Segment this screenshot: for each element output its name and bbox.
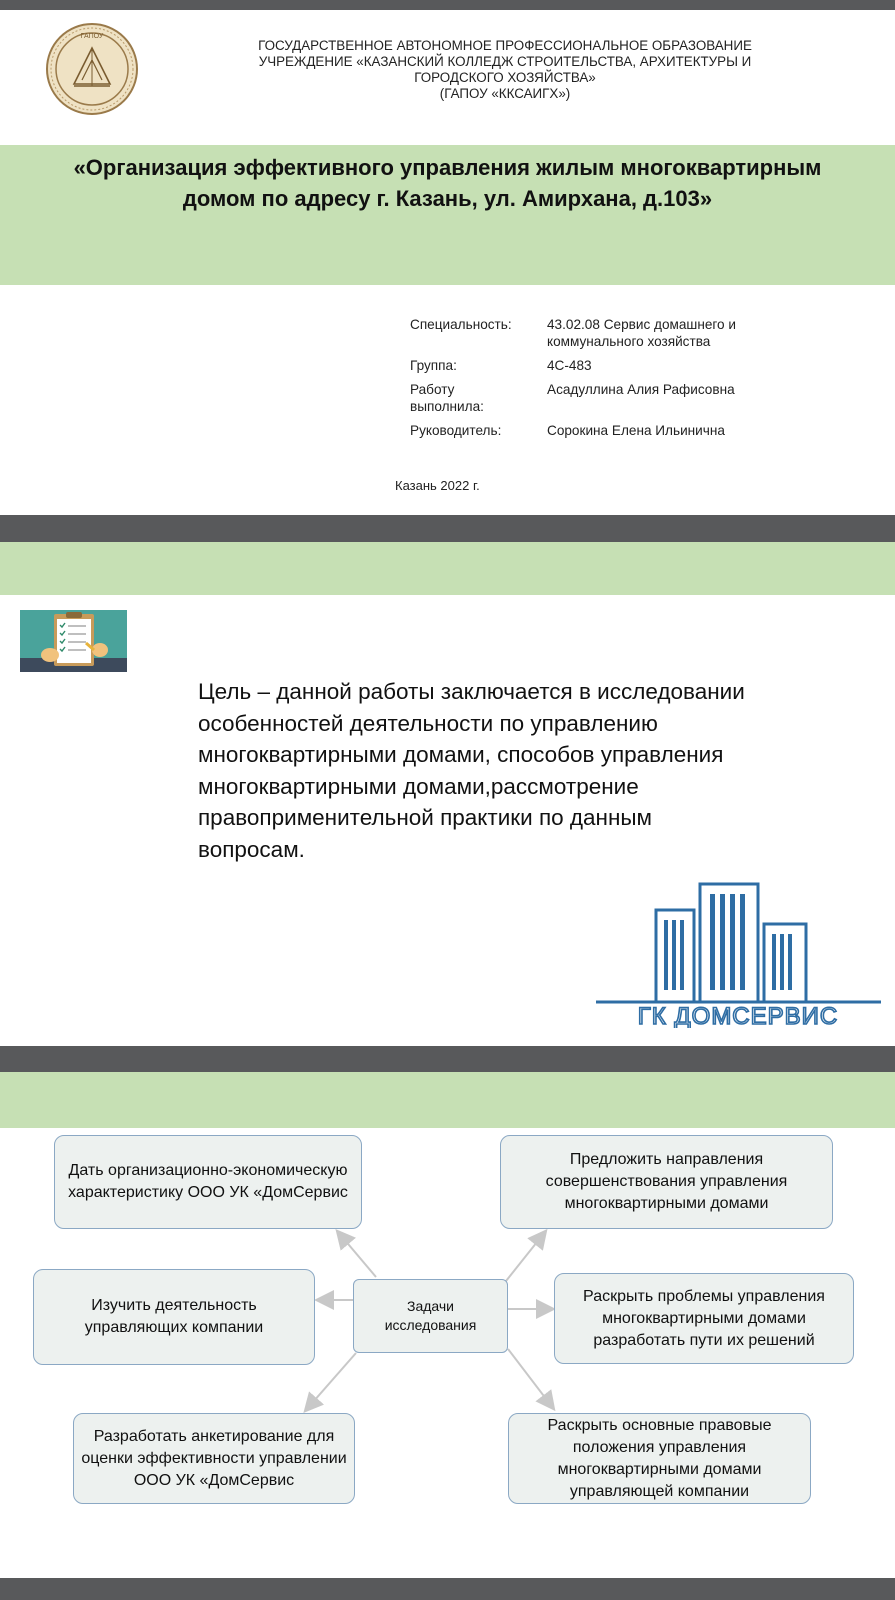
meta-row-group xyxy=(410,357,797,374)
thesis-meta-table xyxy=(410,316,797,446)
slide-separator xyxy=(0,515,895,542)
task-node-legal xyxy=(508,1413,811,1504)
thesis-title xyxy=(20,152,875,214)
city-year: Казань 2022 г. xyxy=(395,478,480,493)
arrow-to-top-left xyxy=(338,1232,376,1277)
thesis-title-line: «Организация эффективного управления жилым многоквартирным xyxy=(73,155,822,180)
svg-text:ГК ДОМСЕРВИС: ГК ДОМСЕРВИС xyxy=(637,1003,839,1028)
thesis-title-line: домом по адресу г. Казань, ул. Амирхана, д.103» xyxy=(182,186,713,211)
institution-line: ГОСУДАРСТВЕННОЕ АВТОНОМНОЕ ПРОФЕССИОНАЛЬНОЕ ОБРАЗОВАНИЕ xyxy=(258,38,752,53)
meta-value: Сорокина Елена Ильинична xyxy=(547,423,725,438)
task-node-text: Дать организационно-экономическую характеристику ООО УК «ДомСервис xyxy=(68,1162,348,1201)
task-node-improvement xyxy=(500,1135,833,1229)
task-node-problems xyxy=(554,1273,854,1364)
meta-row-supervisor xyxy=(410,422,797,439)
arrow-to-top-right xyxy=(506,1232,545,1281)
task-node-survey xyxy=(73,1413,355,1504)
slide-separator xyxy=(0,1046,895,1072)
meta-label: Специальность: xyxy=(410,317,512,332)
center-node-text: Задачи исследования xyxy=(384,1298,477,1333)
slide-separator-bottom xyxy=(0,1578,895,1600)
meta-value: 4С-483 xyxy=(547,358,592,373)
slide-header-band xyxy=(0,542,895,595)
center-node-research-tasks xyxy=(353,1279,508,1353)
slide-separator-top xyxy=(0,0,895,10)
institution-line: ГОРОДСКОГО ХОЗЯЙСТВА» xyxy=(414,70,596,85)
domservis-logo-text xyxy=(596,1002,881,1028)
college-seal-logo xyxy=(44,22,140,116)
institution-line: УЧРЕЖДЕНИЕ «КАЗАНСКИЙ КОЛЛЕДЖ СТРОИТЕЛЬСТВА, АРХИТЕКТУРЫ И xyxy=(258,54,752,69)
research-goal-text: Цель – данной работы заключается в исследовании особенностей деятельности по управлению многоквартирными домами, способов управления многоквартирными домами,рассмотрение правоприменительной практики по данным вопросам. xyxy=(198,679,745,862)
svg-text:ГАПОУ: ГАПОУ xyxy=(80,33,104,40)
institution-line: (ГАПОУ «ККСАИГХ») xyxy=(439,86,571,101)
task-node-text: Разработать анкетирование для оценки эффективности управлении ООО УК «ДомСервис xyxy=(81,1427,347,1489)
task-node-text: Изучить деятельность управляющих компании xyxy=(84,1297,264,1336)
meta-label: Руководитель: xyxy=(410,423,502,438)
arrow-to-bottom-right xyxy=(508,1349,553,1408)
meta-label: Работу выполнила: xyxy=(410,382,484,414)
task-node-text: Раскрыть основные правовые положения управления многоквартирными домами управляющей компании xyxy=(547,1416,772,1500)
task-node-text: Раскрыть проблемы управления многоквартирными домами разработать пути их решений xyxy=(583,1287,825,1349)
meta-value: Асадуллина Алия Рафисовна xyxy=(547,382,735,397)
institution-name xyxy=(190,38,820,102)
meta-row-specialty xyxy=(410,316,797,350)
task-node-study-companies xyxy=(33,1269,315,1365)
meta-label: Группа: xyxy=(410,358,457,373)
task-node-characteristic xyxy=(54,1135,362,1229)
arrow-to-bottom-left xyxy=(306,1353,356,1410)
meta-row-author xyxy=(410,381,797,415)
meta-value: 43.02.08 Сервис домашнего и коммунального хозяйства xyxy=(547,317,736,349)
checklist-illustration xyxy=(20,610,127,672)
task-node-text: Предложить направления совершенствования управления многоквартирными домами xyxy=(545,1151,788,1212)
